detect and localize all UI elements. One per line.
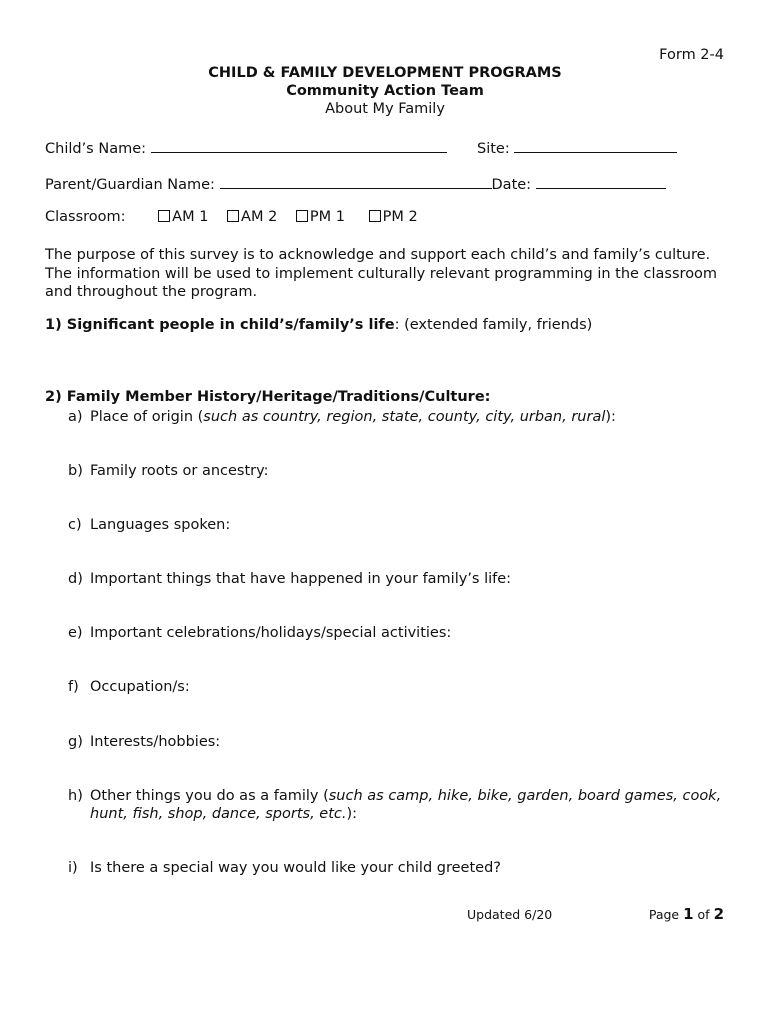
page-title: CHILD & FAMILY DEVELOPMENT PROGRAMS	[208, 65, 562, 81]
question-2b: b) Family roots or ancestry:	[68, 463, 269, 479]
classroom-option-am1[interactable]: AM 1	[158, 209, 208, 225]
checkbox-icon[interactable]	[227, 210, 239, 222]
classroom-option-am2[interactable]: AM 2	[227, 209, 277, 225]
question-1-title: 1) Significant people in child’s/family’s life	[45, 317, 395, 333]
question-2e: e) Important celebrations/holidays/special activities:	[68, 625, 452, 641]
parent-name-label: Parent/Guardian Name:	[45, 177, 215, 193]
question-2g: g) Interests/hobbies:	[68, 734, 221, 750]
parent-name-field[interactable]	[220, 174, 492, 189]
page-number: Page 1 of 2	[648, 905, 724, 923]
checkbox-icon[interactable]	[296, 210, 308, 222]
purpose-paragraph: The purpose of this survey is to acknowledge and support each child’s and family’s culture. The information will be used to implement culturally relevant programming in the classroom and throughout the program.	[45, 247, 718, 300]
question-1	[45, 317, 592, 333]
child-name-row	[45, 138, 447, 157]
question-2f: f) Occupation/s:	[68, 679, 190, 695]
question-2-title: 2) Family Member History/Heritage/Traditions/Culture:	[45, 389, 491, 405]
page-subtitle: Community Action Team	[286, 83, 484, 99]
checkbox-icon[interactable]	[158, 210, 170, 222]
classroom-option-pm2[interactable]: PM 2	[369, 209, 418, 225]
site-field[interactable]	[514, 138, 677, 153]
classroom-label: Classroom:	[45, 209, 126, 225]
form-name: About My Family	[325, 101, 445, 117]
question-1-hint: : (extended family, friends)	[394, 317, 593, 333]
checkbox-icon[interactable]	[369, 210, 381, 222]
classroom-row	[45, 209, 432, 225]
parent-row	[45, 174, 666, 193]
child-name-label: Child’s Name:	[45, 141, 147, 157]
classroom-option-pm1[interactable]: PM 1	[296, 209, 345, 225]
question-2h: h) Other things you do as a family (such as camp, hike, bike, garden, board games, cook, hunt, fish, shop, dance, sports, etc.):	[68, 788, 722, 822]
question-2a: a) Place of origin (such as country, region, state, county, city, urban, rural):	[68, 409, 616, 425]
question-2c: c) Languages spoken:	[68, 517, 231, 533]
date-label: Date:	[491, 177, 532, 193]
question-2i: i) Is there a special way you would like your child greeted?	[68, 860, 501, 876]
date-field[interactable]	[536, 174, 666, 189]
site-row	[477, 138, 677, 157]
form-number: Form 2-4	[659, 47, 724, 63]
updated-note: Updated 6/20	[467, 907, 553, 922]
child-name-field[interactable]	[151, 138, 447, 153]
question-2d: d) Important things that have happened in your family’s life:	[68, 571, 512, 587]
site-label: Site:	[477, 141, 510, 157]
